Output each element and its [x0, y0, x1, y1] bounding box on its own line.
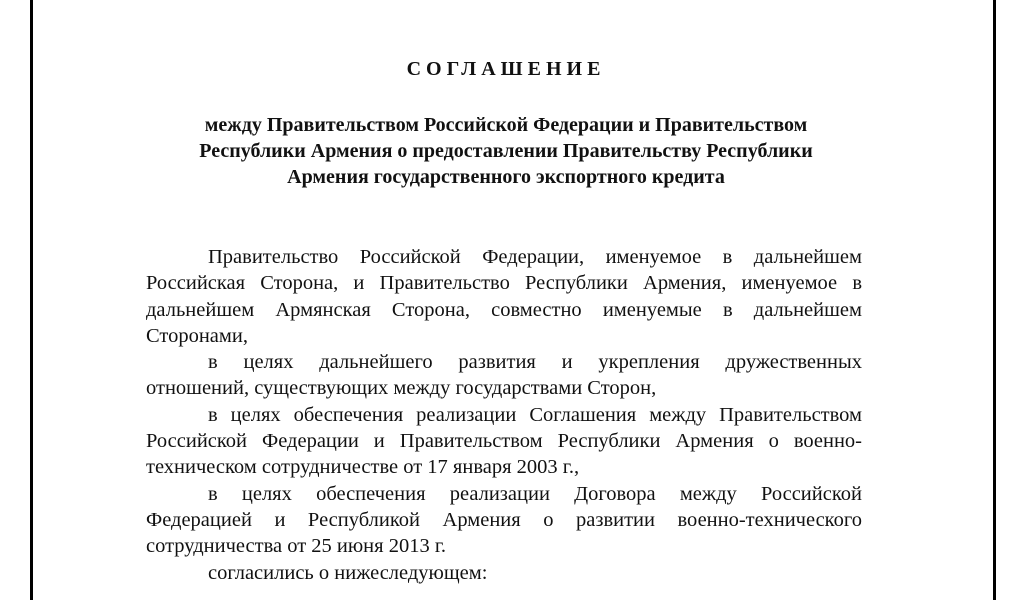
body-line: Российской Федерации и Правительством Республики Армения о военно- — [146, 430, 862, 453]
body-line: отношений, существующих между государствами Сторон, — [146, 377, 657, 400]
body-line: Правительство Российской Федерации, именуемое в дальнейшем — [208, 246, 862, 268]
subtitle-line: Республики Армения о предоставлении Правительству Республики — [199, 140, 813, 162]
body-line: согласились о нижеследующем: — [208, 561, 488, 584]
page-border-right — [993, 0, 996, 600]
body-line: техническом сотрудничестве от 17 января 2003 г., — [146, 456, 580, 479]
body-line: Российская Сторона, и Правительство Республики Армения, именуемое в — [146, 272, 862, 295]
subtitle-line: между Правительством Российской Федерации и Правительством — [204, 114, 808, 136]
body-line: Федерацией и Республикой Армения о развитии военно-технического — [146, 508, 862, 531]
body-line: Сторонами, — [146, 324, 248, 347]
subtitle-line: Армения государственного экспортного кредита — [287, 166, 725, 188]
page-border-left — [30, 0, 33, 600]
document-subtitle — [0, 112, 1012, 190]
document-title: СОГЛАШЕНИЕ — [406, 58, 606, 80]
document-body — [146, 244, 862, 586]
body-line: в целях обеспечения реализации Договора между Российской — [208, 482, 862, 505]
body-line: дальнейшем Армянская Сторона, совместно именуемые в дальнейшем — [146, 298, 862, 321]
body-line: в целях обеспечения реализации Соглашения между Правительством — [208, 403, 862, 426]
body-line: сотрудничества от 25 июня 2013 г. — [146, 535, 447, 558]
body-line: в целях дальнейшего развития и укрепления дружественных — [208, 351, 862, 374]
